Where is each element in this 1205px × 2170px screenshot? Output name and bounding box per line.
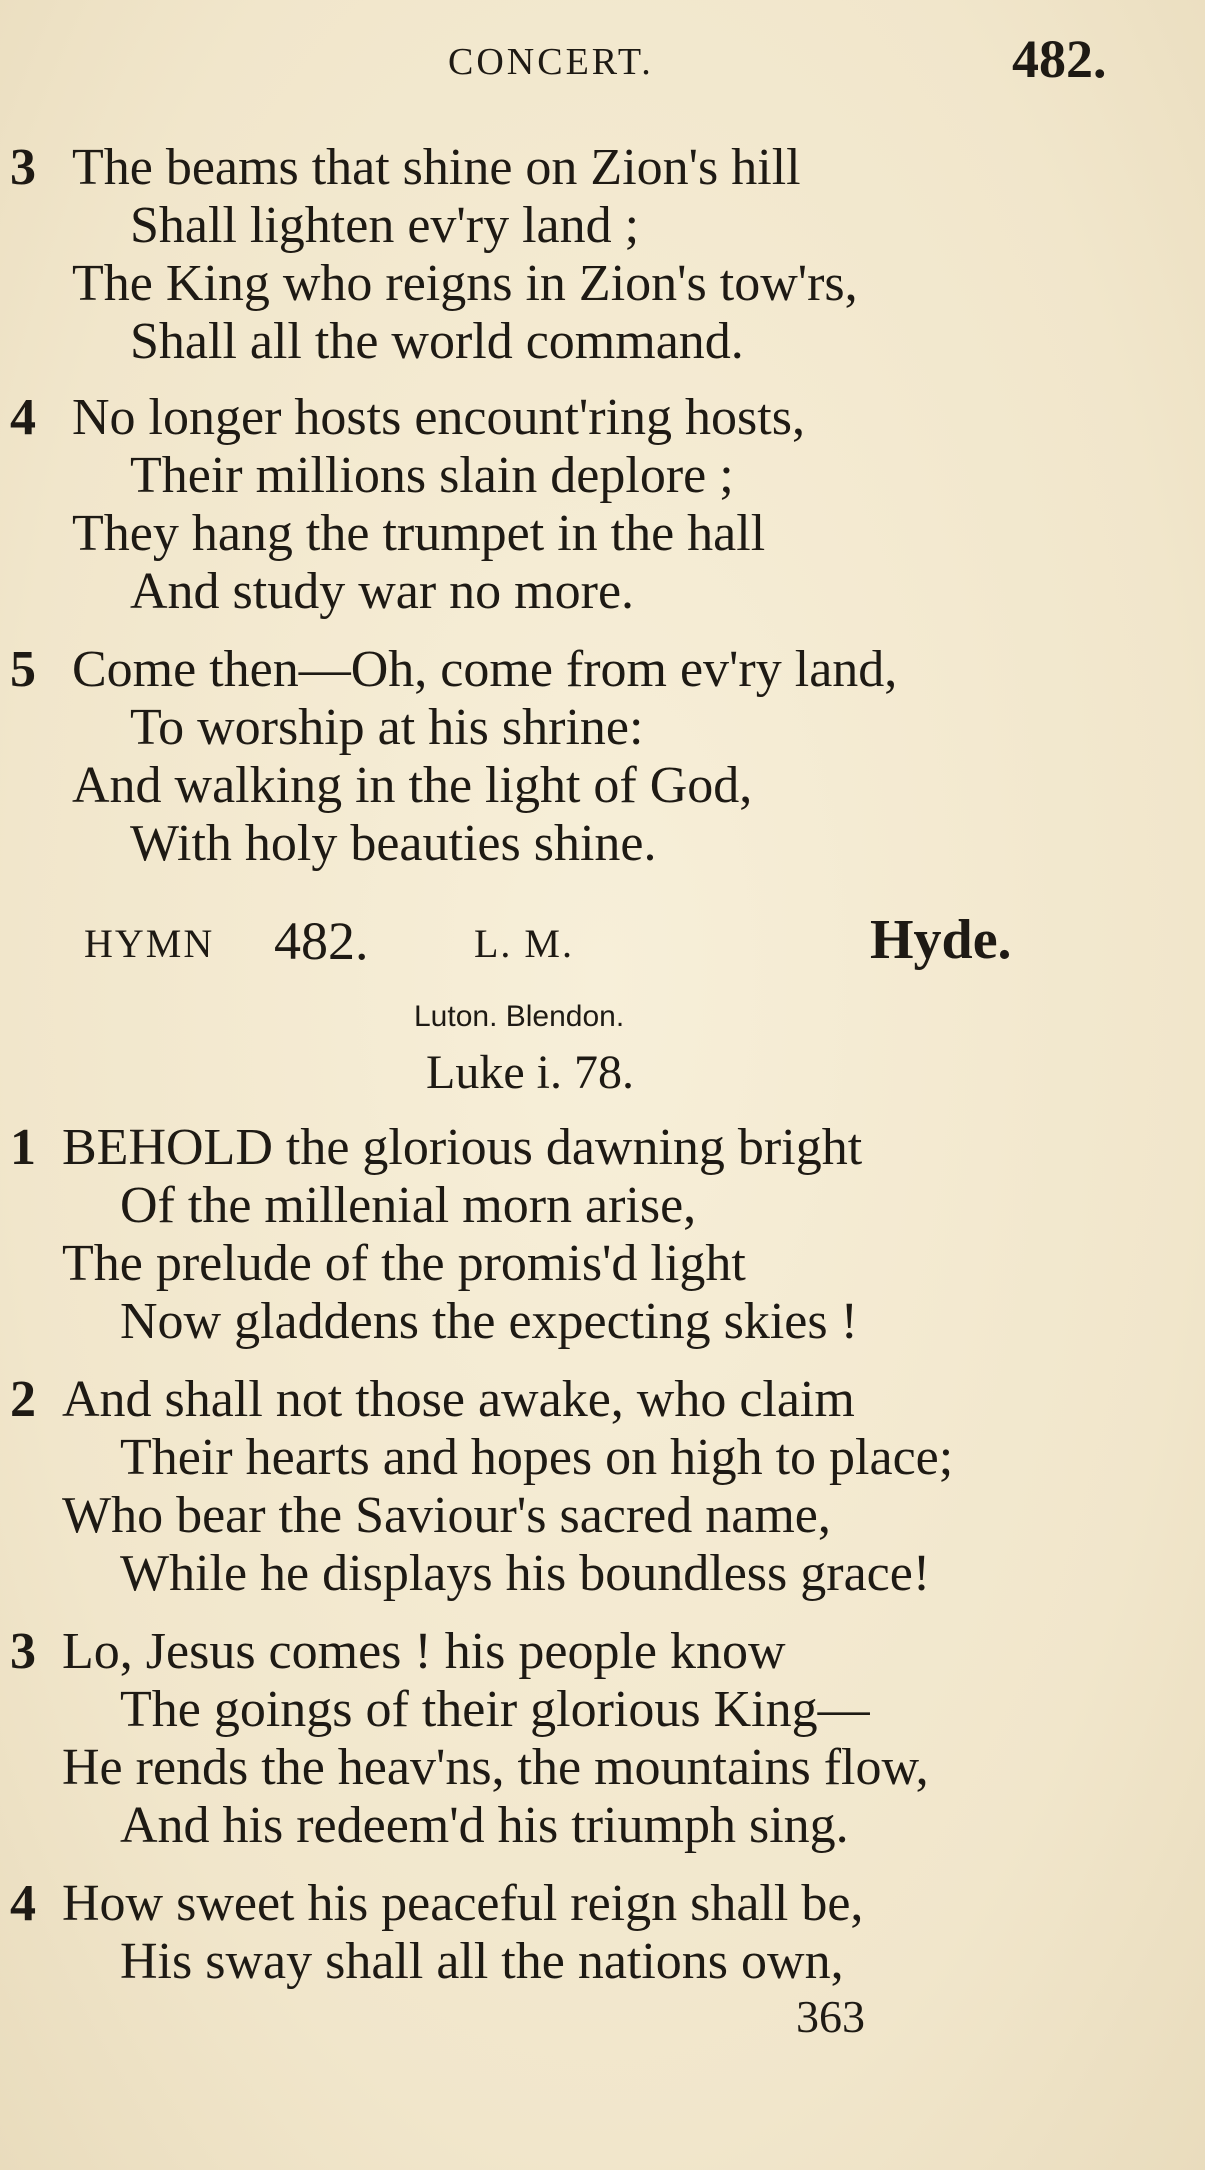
verse-number: 4 bbox=[10, 1875, 36, 1932]
verse-line: To worship at his shrine: bbox=[130, 699, 644, 756]
verse-line: No longer hosts encount'ring hosts, bbox=[72, 389, 805, 446]
verse-line: The prelude of the promis'd light bbox=[62, 1235, 746, 1292]
verse-line: Their millions slain deplore ; bbox=[130, 447, 734, 504]
verse-line: Come then—Oh, come from ev'ry land, bbox=[72, 641, 898, 698]
verse-line: While he displays his boundless grace! bbox=[120, 1545, 931, 1602]
page-number: 363 bbox=[796, 1991, 865, 2042]
verse-line: How sweet his peaceful reign shall be, bbox=[62, 1875, 864, 1932]
verse-number: 2 bbox=[10, 1371, 36, 1428]
verse-line: With holy beauties shine. bbox=[130, 815, 657, 872]
verse-line: The goings of their glorious King— bbox=[120, 1681, 870, 1738]
hymn-label: HYMN bbox=[84, 921, 215, 966]
verse-line: BEHOLD the glorious dawning bright bbox=[62, 1119, 863, 1176]
header-hymn-number: 482. bbox=[1012, 29, 1107, 89]
verse-line: And walking in the light of God, bbox=[72, 757, 753, 814]
verse-line: And study war no more. bbox=[130, 563, 635, 620]
verse-number: 5 bbox=[10, 641, 36, 698]
verse-line: He rends the heav'ns, the mountains flow, bbox=[62, 1739, 929, 1796]
tune-name: Hyde. bbox=[870, 909, 1012, 971]
verse-number: 3 bbox=[10, 139, 36, 196]
verse-line: Of the millenial morn arise, bbox=[120, 1177, 697, 1234]
running-header: CONCERT. bbox=[448, 41, 654, 83]
verse-line: Who bear the Saviour's sacred name, bbox=[62, 1487, 831, 1544]
hymn-heading bbox=[84, 910, 1084, 980]
verse-number: 3 bbox=[10, 1623, 36, 1680]
scripture-reference: Luke i. 78. bbox=[426, 1046, 634, 1099]
verse-line: Shall lighten ev'ry land ; bbox=[130, 197, 640, 254]
verse-line: His sway shall all the nations own, bbox=[120, 1933, 844, 1990]
verse-line: Their hearts and hopes on high to place; bbox=[120, 1429, 954, 1486]
verse-line: And his redeem'd his triumph sing. bbox=[120, 1797, 849, 1854]
verse-number: 4 bbox=[10, 389, 36, 446]
verse-line: The King who reigns in Zion's tow'rs, bbox=[72, 255, 858, 312]
alternate-tunes: Luton. Blendon. bbox=[414, 1000, 625, 1033]
verse-number: 1 bbox=[10, 1119, 36, 1176]
verse-line: They hang the trumpet in the hall bbox=[72, 505, 766, 562]
hymn-number: 482. bbox=[274, 911, 369, 971]
verse-line: Now gladdens the expecting skies ! bbox=[120, 1293, 858, 1350]
hymn-meter: L. M. bbox=[474, 921, 574, 966]
verse-line: And shall not those awake, who claim bbox=[62, 1371, 855, 1428]
verse-line: Lo, Jesus comes ! his people know bbox=[62, 1623, 786, 1680]
verse-line: The beams that shine on Zion's hill bbox=[72, 139, 801, 196]
verse-line: Shall all the world command. bbox=[130, 313, 744, 370]
